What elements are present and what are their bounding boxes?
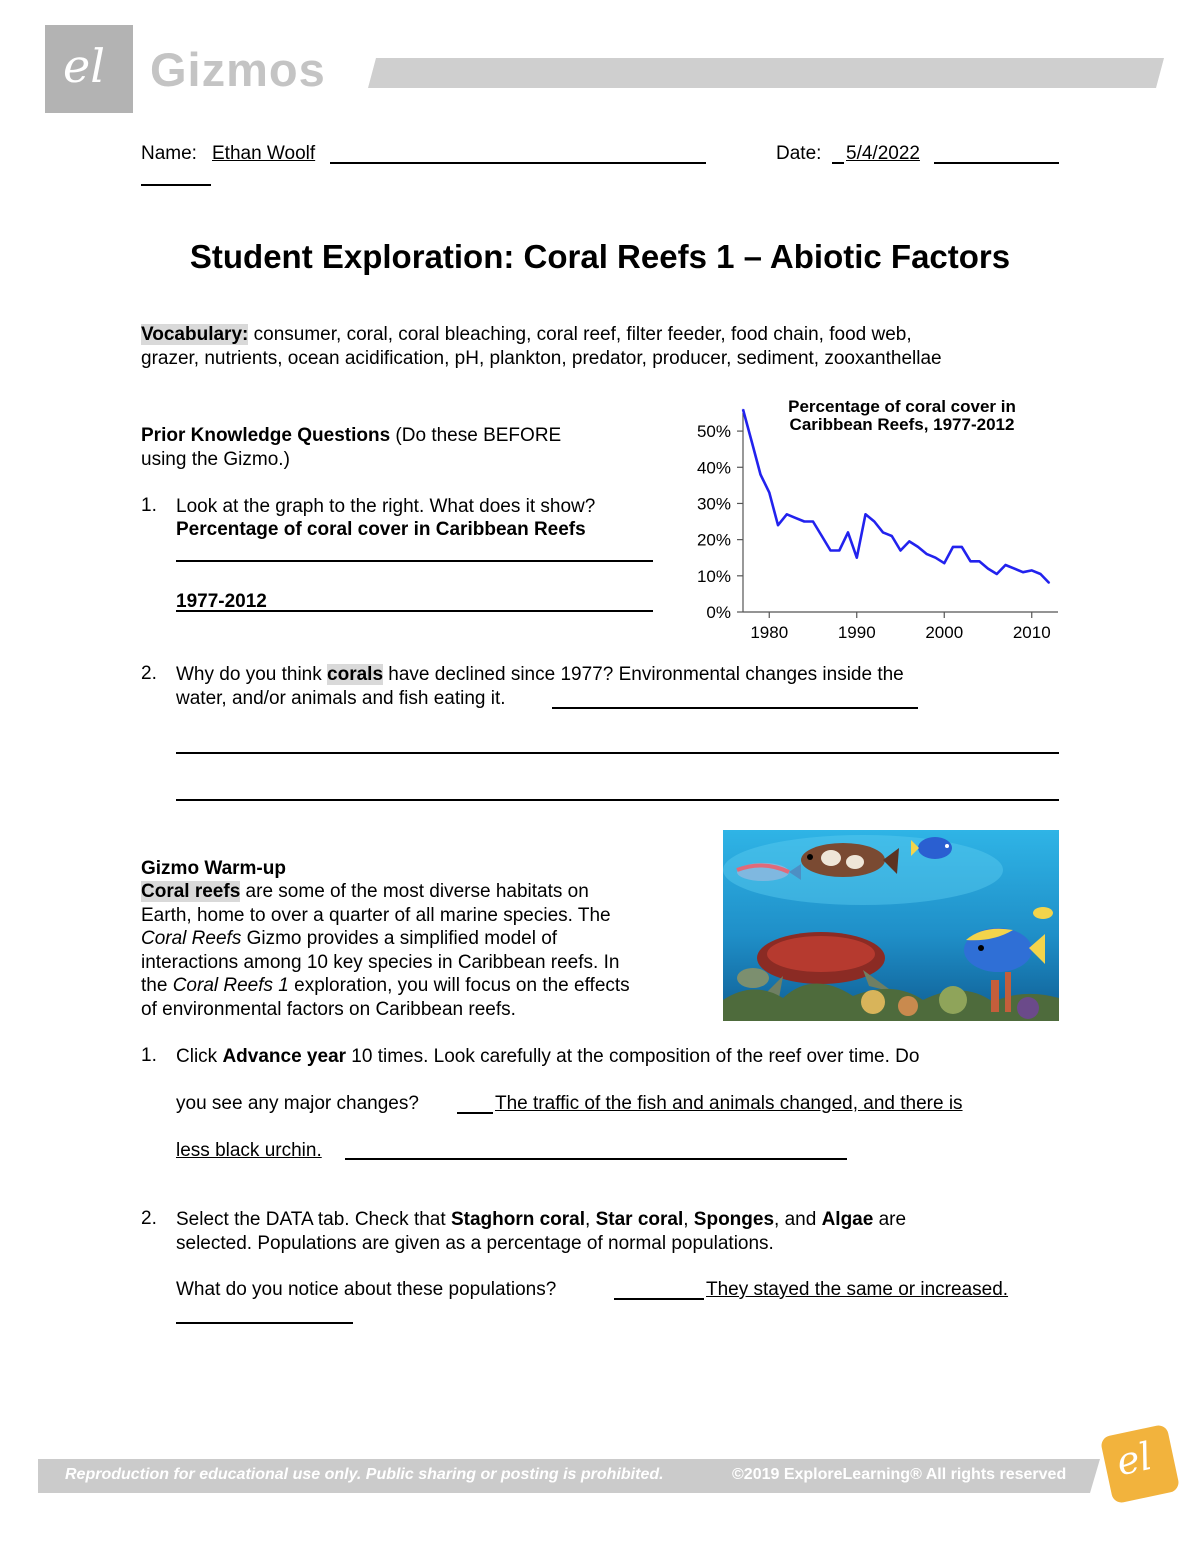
warmup-exploration-name: Coral Reefs 1 (172, 975, 289, 996)
warmup-q2-answer-line (176, 1322, 353, 1324)
chart-y-tick-label: 50% (696, 422, 731, 442)
chart-data-point (944, 563, 945, 564)
chart-x-tick-label: 1990 (837, 623, 876, 642)
chart-data-point (1049, 582, 1050, 583)
name-underline (330, 162, 706, 164)
chart-data-point (777, 525, 778, 526)
footer-logo-glyph: el (1112, 1433, 1156, 1485)
warmup-q2-line-2: selected. Populations are given as a percentage of normal populations. (176, 1232, 774, 1254)
prior-q1-answer-line-1 (176, 560, 653, 562)
vocabulary-terms-1: consumer, coral, coral bleaching, coral reef, filter feeder, food chain, food web, (248, 324, 912, 345)
prior-q2-answer-line-1 (552, 707, 918, 709)
chart-data-point (839, 550, 840, 551)
warmup-q1-a: Click (176, 1046, 223, 1067)
page-title: Student Exploration: Coral Reefs 1 – Abiotic Factors (189, 238, 1011, 275)
footer-copyright: ©2019 ExploreLearning® All rights reserved (732, 1466, 1067, 1483)
warmup-q2-a: Select the DATA tab. Check that (176, 1209, 451, 1230)
chart-y-tick-label: 30% (696, 494, 731, 514)
warmup-q2-question: What do you notice about these populations? (176, 1279, 557, 1300)
prior-q2-post: have declined since 1977? Environmental changes inside the (383, 664, 904, 685)
chart-data-point (1014, 568, 1015, 569)
prior-heading-note-2: using the Gizmo.) (141, 448, 290, 470)
chart-x-tick-label: 2010 (1012, 623, 1051, 642)
gizmos-logo (45, 25, 133, 113)
chart-data-point (882, 532, 883, 533)
warmup-q2-g: , and (774, 1209, 822, 1230)
warmup-line-1: are some of the most diverse habitats on (240, 881, 589, 902)
yellow-fish-icon (1033, 907, 1053, 919)
prior-q2-answer-line-2 (176, 752, 1059, 754)
prior-q2-line-2[interactable]: water, and/or animals and fish eating it. (176, 687, 506, 709)
chart-data-point (970, 561, 971, 562)
chart-y-tick-label: 10% (696, 566, 731, 586)
warmup-q2-number: 2. (141, 1208, 157, 1229)
chart-data-point (751, 441, 752, 442)
chart-title-line-1: Percentage of coral cover in (788, 397, 1016, 416)
warmup-line-2: Earth, home to over a quarter of all marine species. The (141, 904, 611, 926)
chart-title-line-2: Caribbean Reefs, 1977-2012 (789, 415, 1015, 434)
chart-data-point (742, 409, 743, 410)
chart-data-point (1022, 572, 1023, 573)
chart-x-tick-label: 1980 (750, 623, 789, 642)
explorelearning-logo (1100, 1424, 1181, 1505)
algae-term: Algae (821, 1209, 874, 1230)
prior-q1-answer-2[interactable]: 1977-2012 (176, 591, 267, 612)
chart-data-point (909, 541, 910, 542)
header-bar (368, 58, 1164, 88)
chart-y-tick-label: 20% (696, 530, 731, 550)
prior-heading-bold: Prior Knowledge Questions (141, 425, 391, 446)
prior-q2-term: corals (327, 664, 384, 685)
warmup-q1-text (176, 1045, 1076, 1069)
prior-q1-text: Look at the graph to the right. What does it show? (176, 496, 596, 517)
warmup-q2-e: , (683, 1209, 694, 1230)
chart-data-point (952, 546, 953, 547)
date-underline (934, 162, 1059, 164)
chart-y-tick-label: 40% (696, 458, 731, 478)
prior-q2-pre: Why do you think (176, 664, 328, 685)
chart-data-point (891, 535, 892, 536)
warmup-q2-c: , (585, 1209, 596, 1230)
logo-glyph: el (63, 39, 105, 93)
warmup-q1-number: 1. (141, 1045, 157, 1066)
warmup-q1-question: you see any major changes? (176, 1093, 419, 1114)
staghorn-coral-term: Staghorn coral (450, 1209, 586, 1230)
chart-series-line (743, 409, 1049, 583)
brand-name: Gizmos (150, 43, 326, 96)
chart-data-point (830, 550, 831, 551)
chart-data-point (865, 514, 866, 515)
chart-data-point (1031, 570, 1032, 571)
date-value[interactable]: 5/4/2022 (846, 143, 920, 164)
prior-q1-answer-1[interactable]: Percentage of coral cover in Caribbean Reefs (176, 519, 586, 540)
name-value[interactable]: Ethan Woolf (212, 143, 316, 164)
warmup-q1-answer-1[interactable]: The traffic of the fish and animals changed, and there is (495, 1093, 963, 1114)
prior-q2-text (176, 663, 1076, 710)
date-label: Date: (776, 143, 822, 164)
warmup-line-6: of environmental factors on Caribbean reefs. (141, 998, 516, 1020)
prior-heading-note-1: (Do these BEFORE (390, 425, 562, 446)
warmup-line-5a: the (141, 975, 173, 996)
chart-data-point (987, 568, 988, 569)
chart-data-point (979, 561, 980, 562)
chart-data-point (856, 557, 857, 558)
warmup-q2-answer[interactable]: They stayed the same or increased. (706, 1279, 1009, 1300)
chart-data-point (847, 532, 848, 533)
warmup-term: Coral reefs (141, 881, 241, 902)
vocabulary-label: Vocabulary: (141, 324, 249, 345)
date-underline-lead (832, 162, 844, 164)
chart-x-tick-label: 2000 (925, 623, 964, 642)
chart-y-tick-label: 0% (706, 603, 731, 622)
vocabulary-paragraph (141, 323, 1071, 370)
chart-data-point (812, 521, 813, 522)
warmup-line-3: Gizmo provides a simplified model of (241, 928, 558, 949)
chart-data-point (1040, 573, 1041, 574)
sponges-term: Sponges (693, 1209, 775, 1230)
warmup-line-4: interactions among 10 key species in Caribbean reefs. In (141, 951, 620, 973)
chart-data-point (1005, 564, 1006, 565)
warmup-line-5c: exploration, you will focus on the effects (288, 975, 630, 996)
warmup-q2-i: are (873, 1209, 907, 1230)
coral-cover-chart (672, 393, 1068, 643)
chart-data-point (804, 521, 805, 522)
chart-data-point (874, 521, 875, 522)
star-coral-term: Star coral (595, 1209, 684, 1230)
chart-data-point (786, 514, 787, 515)
chart-data-point (760, 474, 761, 475)
warmup-q1-answer-line (345, 1158, 847, 1160)
prior-knowledge-heading (141, 424, 661, 471)
prior-q2-number: 2. (141, 663, 157, 684)
prior-q2-answer-line-3 (176, 799, 1059, 801)
footer-notice: Reproduction for educational use only. Public sharing or posting is prohibited. (65, 1466, 664, 1483)
prior-q1-number: 1. (141, 495, 157, 516)
advance-year-term: Advance year (222, 1046, 347, 1067)
name-label: Name: (141, 143, 197, 164)
warmup-q2-text (176, 1208, 1076, 1255)
coral-reef-illustration (723, 830, 1059, 1021)
chart-data-point (996, 573, 997, 574)
chart-data-point (935, 557, 936, 558)
warmup-heading: Gizmo Warm-up (141, 858, 286, 879)
chart-data-point (821, 535, 822, 536)
warmup-q1-c: 10 times. Look carefully at the composition of the reef over time. Do (346, 1046, 920, 1067)
name-underline-continued (141, 184, 211, 186)
warmup-q2-answer-lead-line (614, 1298, 704, 1300)
prior-q1-answer-line-2 (176, 610, 653, 612)
warmup-q1-answer-lead-line (457, 1112, 493, 1114)
warmup-paragraph (141, 880, 711, 1021)
warmup-q1-answer-2[interactable]: less black urchin. (176, 1140, 322, 1161)
chart-data-point (900, 550, 901, 551)
chart-data-point (795, 517, 796, 518)
vocabulary-terms-2: grazer, nutrients, ocean acidification, pH, plankton, predator, producer, sediment, zooxanthellae (141, 347, 942, 369)
chart-data-point (926, 554, 927, 555)
chart-data-point (961, 546, 962, 547)
chart-data-point (917, 546, 918, 547)
warmup-gizmo-name: Coral Reefs (141, 928, 242, 949)
chart-data-point (769, 492, 770, 493)
